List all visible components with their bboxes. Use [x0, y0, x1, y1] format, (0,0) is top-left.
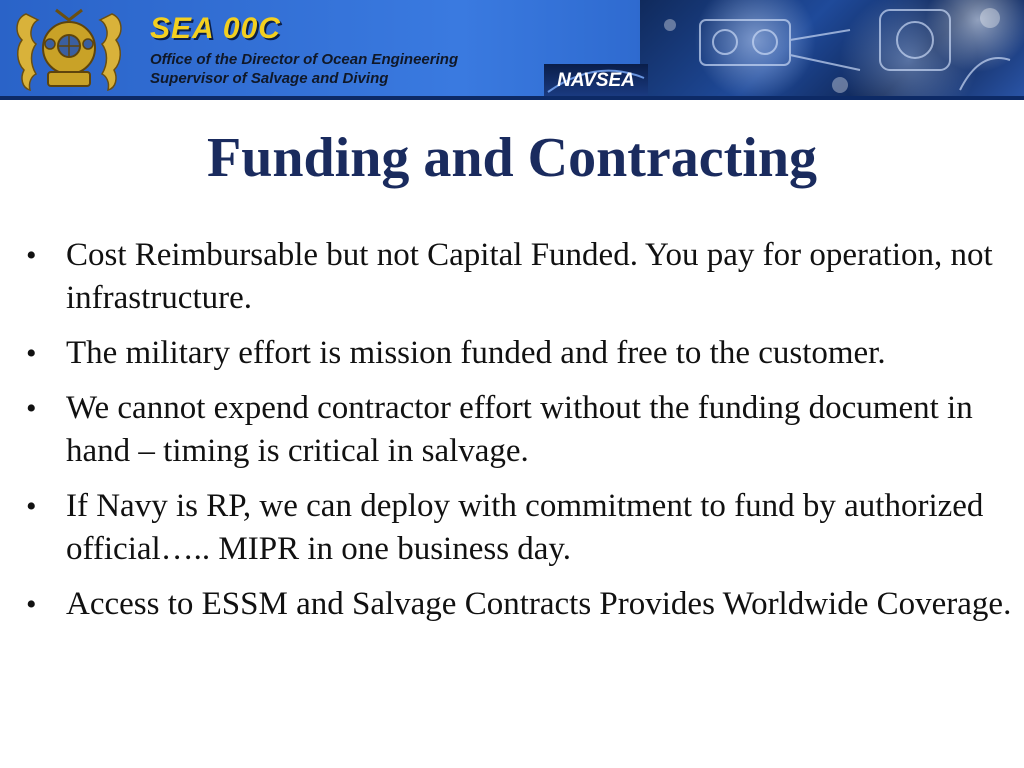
bullet-icon: • [26, 337, 37, 370]
sea-code-label: SEA 00C [150, 12, 281, 45]
bullet-text: We cannot expend contractor effort without the funding document in hand – timing is critical in salvage. [66, 390, 973, 469]
bullet-text: If Navy is RP, we can deploy with commitment to fund by authorized official….. MIPR in one business day. [66, 488, 984, 567]
navsea-logo [544, 64, 648, 96]
slide-title: Funding and Contracting [207, 127, 817, 189]
bullet-icon: • [26, 239, 37, 272]
navsea-logo-text: NAVSEA [557, 70, 635, 91]
bullet-item [26, 234, 1016, 320]
bullet-item [26, 387, 1016, 473]
bullet-item [26, 485, 1016, 571]
bullet-text: Access to ESSM and Salvage Contracts Provides Worldwide Coverage. [66, 586, 1012, 622]
header-banner [0, 0, 1024, 100]
underwater-equipment-photo [640, 0, 1024, 100]
bullet-icon: • [26, 588, 37, 621]
bullet-list [26, 234, 1016, 638]
bullet-text: The military effort is mission funded and free to the customer. [66, 335, 886, 371]
bullet-icon: • [26, 392, 37, 425]
office-subtitle: Supervisor of Salvage and Diving [150, 70, 389, 87]
bullet-text: Cost Reimbursable but not Capital Funded. You pay for operation, not infrastructure. [66, 237, 993, 316]
bullet-item [26, 332, 1016, 375]
supsalv-emblem-logo [8, 4, 130, 96]
bullet-icon: • [26, 490, 37, 523]
office-title: Office of the Director of Ocean Engineering [150, 51, 459, 68]
bullet-item [26, 583, 1016, 626]
banner-bottom-stripe [0, 96, 1024, 100]
